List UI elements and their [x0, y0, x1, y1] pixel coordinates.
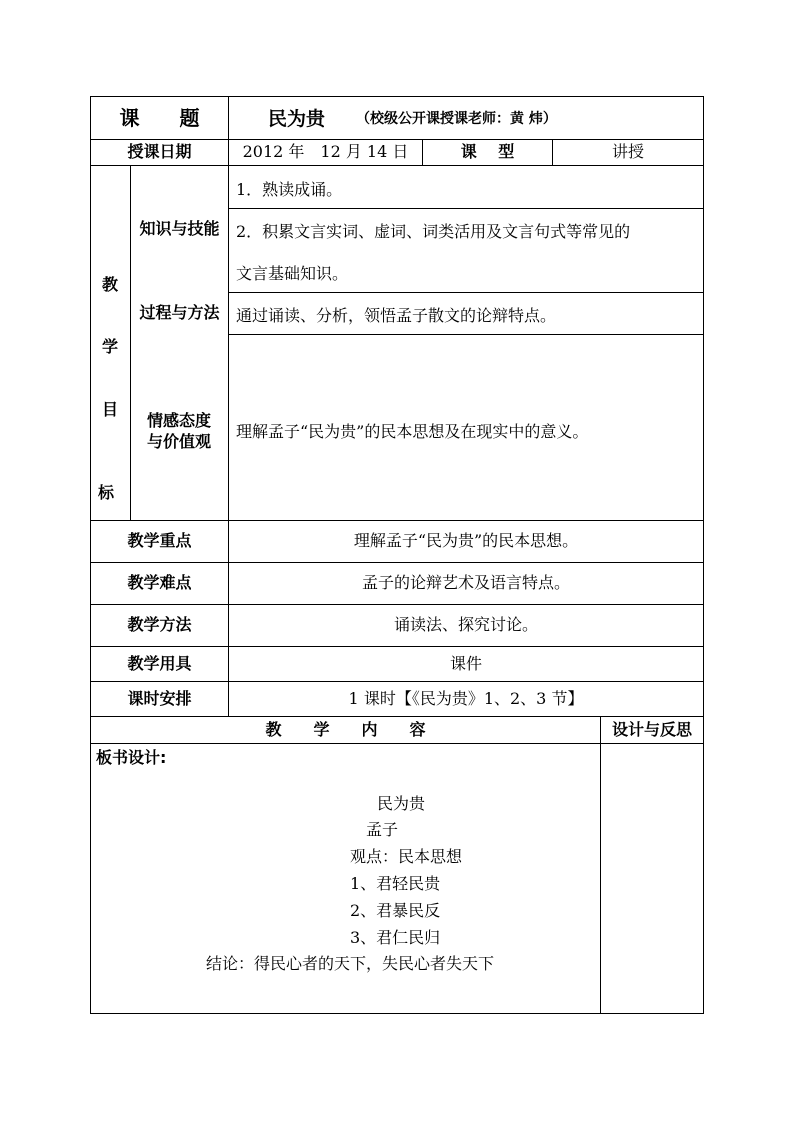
- row-value-schedule: 1 课时【《民为贵》1、2、3 节】: [348, 688, 584, 708]
- board-line: 观点：民本思想: [350, 847, 463, 866]
- process-text: 通过诵读、分析，领悟孟子散文的论辩特点。: [236, 306, 557, 325]
- row-value-method: 诵读法、探究讨论。: [393, 615, 538, 635]
- board-line: 结论：得民心者的天下，失民心者失天下: [206, 954, 495, 973]
- topic-title: 民为贵: [268, 108, 326, 130]
- board-line: 2、君暴民反: [350, 901, 441, 920]
- knowledge-label: 知识与技能: [139, 218, 220, 238]
- topic-note: （校级公开课授课老师：黄 炜）: [356, 111, 557, 127]
- board-line: 3、君仁民归: [350, 928, 441, 947]
- knowledge-item-2-line1: 2．积累文言实词、虚词、词类活用及文言句式等常见的: [236, 222, 631, 241]
- board-line: 民为贵: [377, 794, 426, 813]
- date-value: 2012 年 12 月 14 日: [242, 142, 409, 162]
- row-value-tools: 课件: [449, 653, 482, 673]
- knowledge-item-2-line2: 文言基础知识。: [236, 264, 349, 283]
- objectives-char-2: 学: [102, 337, 119, 356]
- type-value: 讲授: [611, 142, 644, 162]
- emotion-label-line2: 与价值观: [147, 432, 212, 451]
- reflection-header: 设计与反思: [611, 719, 692, 739]
- row-value-focus: 理解孟子“民为贵”的民本思想。: [353, 531, 579, 551]
- row-label-schedule: 课时安排: [127, 688, 192, 708]
- board-line: 1、君轻民贵: [350, 874, 441, 893]
- objectives-char-1: 教: [102, 275, 119, 294]
- emotion-label-line1: 情感态度: [147, 411, 212, 430]
- objectives-char-3: 目: [102, 400, 119, 419]
- emotion-text: 理解孟子“民为贵”的民本思想及在现实中的意义。: [236, 422, 589, 441]
- objectives-char-4: 标: [98, 483, 115, 502]
- row-label-method: 教学方法: [127, 615, 192, 635]
- topic-label: 课 题: [119, 106, 200, 130]
- process-label: 过程与方法: [139, 303, 220, 323]
- board-line: 孟子: [366, 820, 399, 839]
- date-label: 授课日期: [127, 142, 192, 162]
- content-header: 教 学 内 容: [265, 719, 426, 739]
- knowledge-item-1: 1．熟读成诵。: [236, 180, 343, 199]
- row-label-tools: 教学用具: [127, 653, 192, 673]
- row-value-difficulty: 孟子的论辩艺术及语言特点。: [361, 573, 570, 593]
- row-label-difficulty: 教学难点: [127, 573, 192, 593]
- row-label-focus: 教学重点: [127, 531, 192, 551]
- type-label: 课 型: [460, 142, 515, 162]
- board-design-label: 板书设计:: [96, 748, 167, 767]
